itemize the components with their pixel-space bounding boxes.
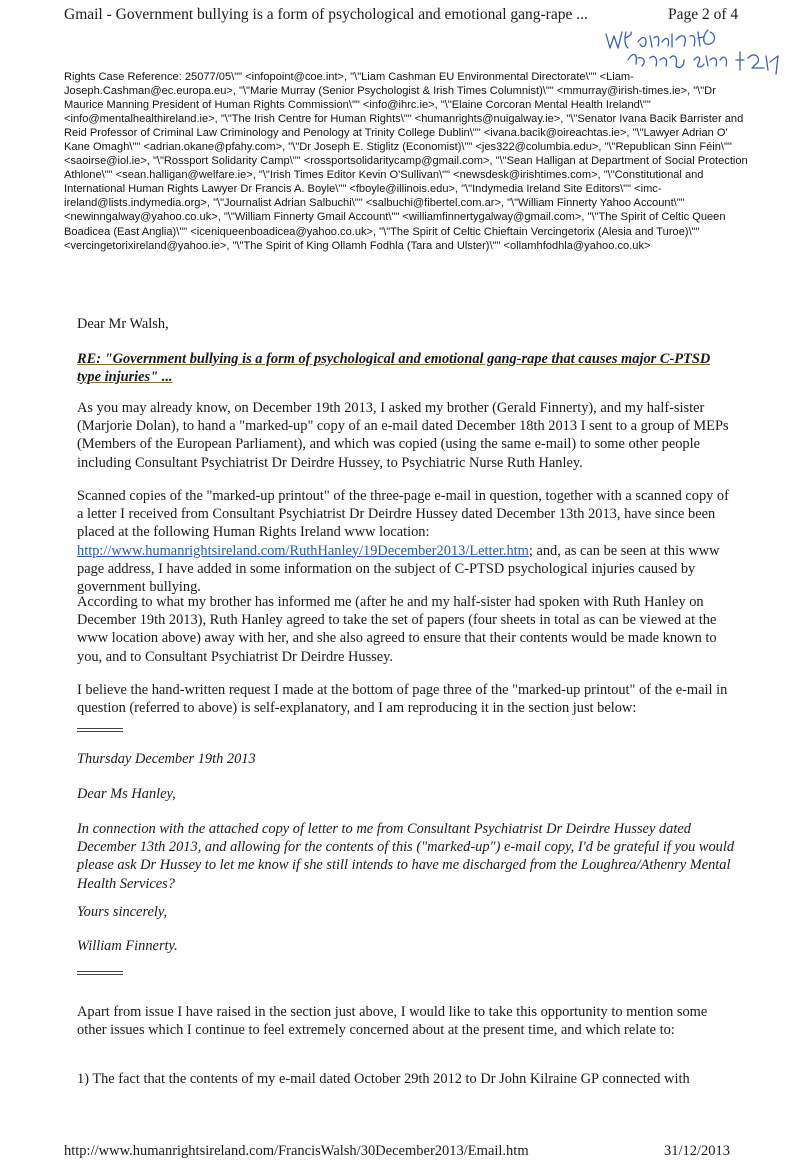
letter-subject-line: RE: "Government bullying is a form of psychological and emotional gang-rape that causes major C-PTSD type injuries" ... <box>77 351 711 386</box>
section-separator <box>77 728 123 732</box>
letter-paragraph-1: As you may already know, on December 19th 2013, I asked my brother (Gerald Finnerty), and my half-sister (Marjorie Dolan), to hand a "marked-up" copy of an e-mail dated December 18th 2013 I sent to a group of MEPs (Members of the European Parliament), and which was copied (using the same e-mail) to some other people including Consultant Psychiatrist Dr Deirdre Hussey, to Psychiatric Nurse Ruth Hanley. <box>77 400 729 471</box>
letter-greeting: Dear Mr Walsh, <box>77 316 169 332</box>
human-rights-ireland-link[interactable]: http://www.humanrightsireland.com/RuthHanley/19December2013/Letter.htm <box>77 542 529 559</box>
letter-paragraph-6: 1) The fact that the contents of my e-mail dated October 29th 2012 to Dr John Kilraine GP connected with <box>77 1071 690 1087</box>
letter-paragraph-5: Apart from issue I have raised in the section just above, I would like to take this opportunity to mention some other issues which I continue to feel extremely concerned about at the present time, and which relate to: <box>77 1004 708 1039</box>
quoted-note-body: In connection with the attached copy of letter to me from Consultant Psychiatrist Dr Deirdre Hussey dated December 13th 2013, and allowing for the contents of this ("marked-up") e-mail copy, I'd be grateful if you would please ask Dr Hussey to let me know if she still intends to have me discharged from the Loughrea/Athenry Mental Health Services? <box>77 821 735 892</box>
print-footer-date: 31/12/2013 <box>664 1143 731 1159</box>
email-recipients-list: Rights Case Reference: 25077/05\"" <infopoint@coe.int>, "\"Liam Cashman EU Environmental Directorate\"" <Liam-Joseph.Cashman@ec.europa.eu>, "\"Marie Murray (Senior Psychologist & Irish Times Columnist)\"" <mmurray@irish-times.ie>, "\"Dr Maurice Manning President of Human Rights Commission\"" <info@ihrc.ie>, "\"Elaine Corcoran Mental Health Ireland\"" <info@mentalhealthireland.ie>, "\"The Irish Centre for Human Rights\"" <humanrights@nuigalway.ie>, "\"Senator Ivana Bacik Barrister and Reid Professor of Criminal Law Criminology and Penology at Trinity College Dublin\"" <ivana.bacik@oireachtas.ie>, "\"Lawyer Adrian O' Kane Omagh\"" <adrian.okane@pfahy.com>, "\"Dr Joseph E. Stiglitz (Economist)\"" <jes322@columbia.edu>, "\"Republican Sinn Féin\"" <saoirse@iol.ie>, "\"Rossport Solidarity Camp\"" <rossportsolidaritycamp@gmail.com>, "\"Sean Halligan at Department of Social Protection Athlone\"" <sean.halligan@welfare.ie>, "\"Irish Times Editor Kevin O'Sullivan\"" <newsdesk@irishtimes.com>, "\"Constitutional and International Human Rights Lawyer Dr Francis A. Boyle\"" <fboyle@illinois.edu>, "\"Indymedia Ireland Site Editors\"" <imc-ireland@lists.indymedia.org>, "\"Journalist Adrian Salbuchi\"" <salbuchi@fibertel.com.ar>, "\"William Finnerty Yahoo Account\"" <newinngalway@yahoo.co.uk>, "\"William Finnerty Gmail Account\"" <williamfinnertygalway@gmail.com>, "\"The Spirit of Celtic Queen Boadicea (East Anglia)\"" <iceniqueenboadicea@yahoo.co.uk>, "\"The Spirit of Celtic Chieftain Vercingetorix (Alesia and Turoe)\"" <vercingetorixireland@yahoo.ie>, "\"The Spirit of King Ollamh Fodhla (Tara and Ulster)\"" <ollamhfodhla@yahoo.co.uk> <box>64 71 748 252</box>
letter-paragraph-2 <box>77 487 737 596</box>
letter-paragraph-4: I believe the hand-written request I made at the bottom of page three of the "marked-up printout" of the e-mail in question (referred to above) is self-explanatory, and I am reproducing it in the section just below: <box>77 682 728 717</box>
quoted-note-date: Thursday December 19th 2013 <box>77 751 256 767</box>
print-header-title: Gmail - Government bullying is a form of psychological and emotional gang-rape ... <box>64 6 588 23</box>
paragraph-2-text-after-link: ; and, as can be seen at this www page address, I have added in some information on the subject of C-PTSD psychological injuries caused by government bullying. <box>77 542 720 596</box>
paragraph-2-text-before-link: Scanned copies of the "marked-up printout" of the three-page e-mail in question, together with a scanned copy of a letter I received from Consultant Psychiatrist Dr Deirdre Hussey dated December 13th 2013, have since been placed at the following Human Rights Ireland www location: <box>77 488 729 541</box>
section-separator <box>77 971 123 975</box>
quoted-note-greeting: Dear Ms Hanley, <box>77 786 176 802</box>
quoted-note-closing: Yours sincerely, <box>77 904 168 920</box>
letter-paragraph-3: According to what my brother has informed me (after he and my half-sister had spoken with Ruth Hanley on December 19th 2013), Ruth Hanley agreed to take the set of papers (four sheets in total as can be viewed at the www location above) away with her, and she also agreed to ensure that their contents would be made known to you, and to Consultant Psychiatrist Dr Deirdre Hussey. <box>77 594 717 665</box>
print-footer-url: http://www.humanrightsireland.com/FrancisWalsh/30December2013/Email.htm <box>64 1143 529 1159</box>
quoted-note-signature: William Finnerty. <box>77 938 178 954</box>
print-header-page-number: Page 2 of 4 <box>668 6 739 23</box>
